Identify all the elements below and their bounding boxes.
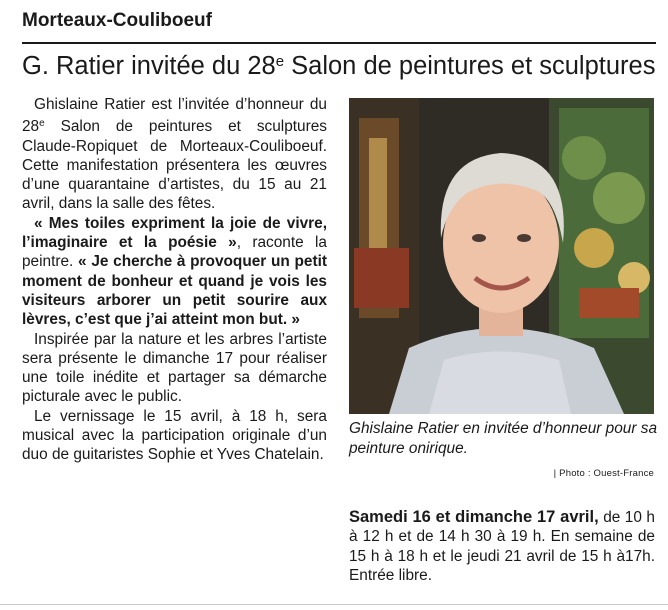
rubric-title: Morteaux-Couliboeuf: [22, 10, 212, 31]
portrait-photo: [349, 98, 654, 414]
intro-text-1: Ghislaine Ratier est l’invitée d’honneur du 28: [22, 96, 327, 136]
paragraph-vernissage: Le vernissage le 15 avril, à 18 h, sera musical avec la participation originale d’un duo de guitaristes Sophie et Yves Chatelain.: [22, 407, 327, 464]
paragraph-quote: [22, 214, 327, 330]
practical-info: [349, 508, 655, 586]
headline-ordinal: e: [275, 53, 285, 70]
quote-attribution: , raconte la peintre.: [22, 234, 327, 271]
paragraph-intro: [22, 95, 327, 214]
quote-2: « Je cherche à provoquer un petit moment de bonheur et quand je vois les visiteurs arborer un petit sourire aux lèvres, c’est que j’ai atteint mon but. »: [22, 253, 327, 329]
intro-ordinal: e: [39, 118, 45, 130]
headline: [22, 52, 662, 81]
info-dates: Samedi 16 et dimanche 17 avril,: [349, 508, 599, 526]
intro-text-2: Salon de peintures et sculptures Claude-Ropiquet de Morteaux-Couliboeuf. Cette manifestation présentera les œuvres d’une quarantaine d’artistes, du 15 au 21 avril, dans la salle des fêtes.: [22, 118, 327, 213]
photo-credit: | Photo : Ouest-France: [553, 468, 654, 479]
quote-1: « Mes toiles expriment la joie de vivre, l’imaginaire et la poésie »: [22, 214, 327, 252]
article-body: [22, 95, 327, 465]
photo-caption: Ghislaine Ratier en invitée d’honneur pour sa peinture onirique.: [349, 420, 658, 457]
headline-part-1: G. Ratier invitée du 28: [22, 52, 276, 80]
bottom-rule: [0, 604, 668, 605]
portrait-illustration: [349, 98, 654, 414]
paragraph-nature: Inspirée par la nature et les arbres l’artiste sera présente le dimanche 17 pour réaliser une toile inédite et partager sa démarche picturale avec le public.: [22, 330, 327, 406]
headline-part-2: Salon de peintures et sculptures: [284, 52, 656, 80]
top-rule: [22, 42, 656, 44]
info-hours: de 10 h à 12 h et de 14 h 30 à 19 h. En semaine de 15 h à 18 h et le jeudi 21 avril de 15 h à17h. Entrée libre.: [349, 509, 655, 585]
